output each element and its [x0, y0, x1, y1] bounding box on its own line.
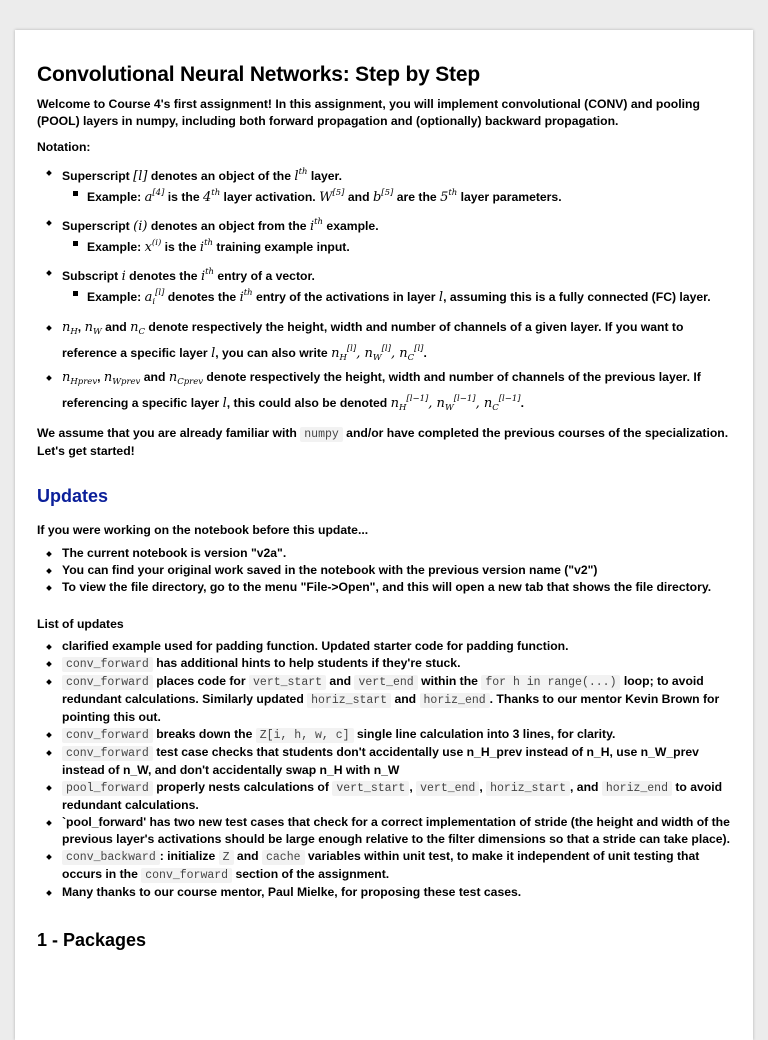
text: . Thanks to our mentor Kevin Brown for pointing this out. [62, 692, 720, 724]
inline-code: conv_forward [62, 657, 153, 672]
list-item: To view the file directory, go to the menu "File->Open", and this will open a new tab that shows the file directory. [62, 579, 732, 596]
sub-list [62, 285, 732, 311]
text: denote respectively the height, width and number of channels of a given layer. If you want to reference a specific layer [62, 320, 684, 360]
list-item [62, 726, 732, 744]
text: example. [323, 219, 379, 233]
math-a4: a[4] [144, 188, 165, 205]
text: denotes the [125, 269, 201, 283]
text: to avoid redundant calculations. [62, 780, 723, 812]
math-nHprev: $n_{Hprev}$ [62, 370, 98, 387]
inline-code: horiz_end [602, 781, 672, 796]
text: section of the assignment. [232, 867, 390, 881]
text: denotes the [164, 290, 240, 304]
text: and [344, 190, 373, 204]
list-item: `pool_forward' has two new test cases that check for a correct implementation of stride (the height and width of the previous layer's activations should be large enough relative to the filter dimensions so that a stride can take place). [62, 815, 730, 846]
text: and [326, 674, 355, 688]
text: within the [417, 674, 482, 688]
inline-code: conv_forward [62, 728, 153, 743]
text: Subscript [62, 269, 122, 283]
math-b5: b[5] [372, 188, 394, 205]
math-4th: 4th [203, 188, 221, 205]
math-nC: $n_C$ [130, 320, 146, 337]
text: Superscript [62, 219, 134, 233]
list-item [62, 655, 732, 673]
text: places code for [152, 674, 250, 688]
math-a-i-l: $a_i[l]$ [144, 288, 165, 307]
text: loop; to avoid redundant calculations. Similarly updated [62, 674, 704, 706]
intro-paragraph: Welcome to Course 4's first assignment! In this assignment, you will implement convolutional (CONV) and pooling (POOL) layers in numpy, including both forward propagation and (optionally) backward propagation. [37, 97, 700, 128]
text: , [479, 780, 487, 794]
text: layer activation. [220, 190, 320, 204]
inline-code: conv_forward [62, 675, 153, 690]
list-item: The current notebook is version "v2a". [62, 545, 732, 562]
inline-code: Z [219, 850, 234, 865]
text: are the [393, 190, 441, 204]
math-i-th: $i^{th}$ [239, 288, 253, 305]
text: entry of the activations in layer [252, 290, 439, 304]
math-i: i [121, 269, 126, 284]
notation-label: Notation: [37, 140, 91, 154]
math-i-th: $i^{th}$ [200, 267, 214, 284]
math-nWprev: $n_{Wprev}$ [103, 370, 141, 387]
list-item: $n_H$, $n_W$ and $n_C$ denote respectively the height, width and number of channels of a given layer. If you want to reference a specific layer l, you can also write $n_H[l]$, $n_W[l]$, $n_C[l]$. [62, 319, 732, 367]
list-item [62, 744, 732, 779]
text: variables within unit test, to make it independent of unit testing that occurs in the [62, 849, 700, 881]
text: We assume that you are already familiar with [37, 426, 301, 440]
text: , assuming this is a fully connected (FC) layer. [443, 290, 711, 304]
math-nH: $n_H$ [62, 320, 78, 337]
list-item [87, 285, 732, 311]
math-nCprev: $n_{Cprev}$ [168, 370, 204, 387]
assume-paragraph [37, 425, 732, 460]
text: single line calculation into 3 lines, for clarity. [353, 727, 616, 741]
inline-code: for h in range(...) [481, 675, 620, 690]
math-nW: $n_W$ [84, 320, 102, 337]
text: and [101, 320, 131, 334]
page-title: Convolutional Neural Networks: Step by Step [37, 63, 480, 86]
text: layer. [307, 169, 343, 183]
math-i-th: $i^{th}$ [199, 238, 213, 255]
text: properly nests calculations of [152, 780, 333, 794]
text: is the [161, 240, 200, 254]
text: entry of a vector. [214, 269, 315, 283]
math-bracket-l: [l] [133, 169, 148, 184]
inline-code: conv_backward [62, 850, 160, 865]
inline-code: numpy [300, 427, 343, 442]
list-item: $n_{Hprev}$, $n_{Wprev}$ and $n_{Cprev}$ denote respectively the height, width and number of channels of the previous layer. If referencing a specific layer l, this could also be denoted $n_H[l-1]$, $n_W[l-1]$, $n_C[l-1]$. [62, 369, 732, 417]
list-updates-label: List of updates [37, 617, 124, 631]
text: Example: [87, 290, 145, 304]
inline-code: Z[i, h, w, c] [256, 728, 354, 743]
text: and [140, 370, 169, 384]
text: denote respectively the height, width and number of channels of the previous layer. If referencing a specific layer [62, 370, 701, 410]
list-item [62, 214, 732, 256]
text: , you can also write [215, 346, 332, 360]
math-x-i: $x^{(i)}$ [144, 238, 162, 255]
inline-code: pool_forward [62, 781, 153, 796]
math-l-th: $l^{th}$ [294, 167, 308, 184]
math-i-th: $i^{th}$ [309, 217, 324, 234]
text: denotes an object of the [147, 169, 295, 183]
math-paren-i: (i) [133, 219, 148, 234]
math-W5: W[5] [319, 188, 345, 205]
inline-code: horiz_start [307, 693, 391, 708]
math-l: l [438, 290, 444, 305]
list-item [62, 848, 732, 884]
text: and [233, 849, 262, 863]
math-nH-l: $n_H[l]$, $n_W[l]$, $n_C[l]$ [331, 344, 424, 363]
inline-code: vert_end [354, 675, 417, 690]
list-item [87, 235, 732, 256]
list-item [62, 264, 732, 311]
text: is the [164, 190, 203, 204]
inline-code: conv_forward [62, 746, 153, 761]
updates-list [37, 638, 732, 901]
list-item [62, 779, 732, 814]
text: test case checks that students don't accidentally use n_H_prev instead of n_H, use n_W_prev instead of n_W, and don't accidentally swap n_H with n_W [62, 745, 699, 777]
text: , [409, 780, 417, 794]
math-l: l [211, 346, 216, 361]
packages-heading: 1 - Packages [37, 930, 147, 950]
math-l: l [222, 396, 227, 411]
inline-code: conv_forward [141, 868, 232, 883]
text: has additional hints to help students if they're stuck. [152, 656, 461, 670]
before-update-label: If you were working on the notebook before this update... [37, 523, 369, 537]
list-item: Many thanks to our course mentor, Paul Mielke, for proposing these test cases. [62, 884, 732, 901]
text: Example: [87, 190, 145, 204]
list-item [87, 185, 732, 206]
updates-heading: Updates [37, 486, 109, 506]
text: layer parameters. [457, 190, 562, 204]
notation-list [37, 164, 732, 417]
text: : initialize [159, 849, 219, 863]
text: , and [570, 780, 602, 794]
before-update-list [37, 545, 732, 596]
text: Example: [87, 240, 145, 254]
inline-code: vert_start [332, 781, 409, 796]
text: training example input. [212, 240, 350, 254]
list-item: You can find your original work saved in the notebook with the previous version name ("v2") [62, 562, 732, 579]
text: , this could also be denoted [226, 396, 391, 410]
list-item [62, 164, 732, 206]
sub-list [62, 235, 732, 256]
sub-list [62, 185, 732, 206]
text: and/or have completed the previous courses of the specialization. Let's get started! [37, 426, 729, 458]
inline-code: cache [262, 850, 305, 865]
text: Superscript [62, 169, 134, 183]
text: denotes an object from the [147, 219, 310, 233]
text: breaks down the [152, 727, 256, 741]
math-5th: 5th [440, 188, 458, 205]
list-item [62, 673, 732, 726]
list-item: clarified example used for padding function. Updated starter code for padding function. [62, 638, 732, 655]
notebook-page [15, 30, 753, 1040]
inline-code: vert_end [416, 781, 479, 796]
inline-code: vert_start [249, 675, 326, 690]
notebook-content [37, 62, 732, 952]
text: and [391, 692, 420, 706]
inline-code: horiz_start [486, 781, 570, 796]
inline-code: horiz_end [420, 693, 490, 708]
math-nH-l-1: $n_H[l-1]$, $n_W[l-1]$, $n_C[l-1]$ [390, 394, 521, 413]
